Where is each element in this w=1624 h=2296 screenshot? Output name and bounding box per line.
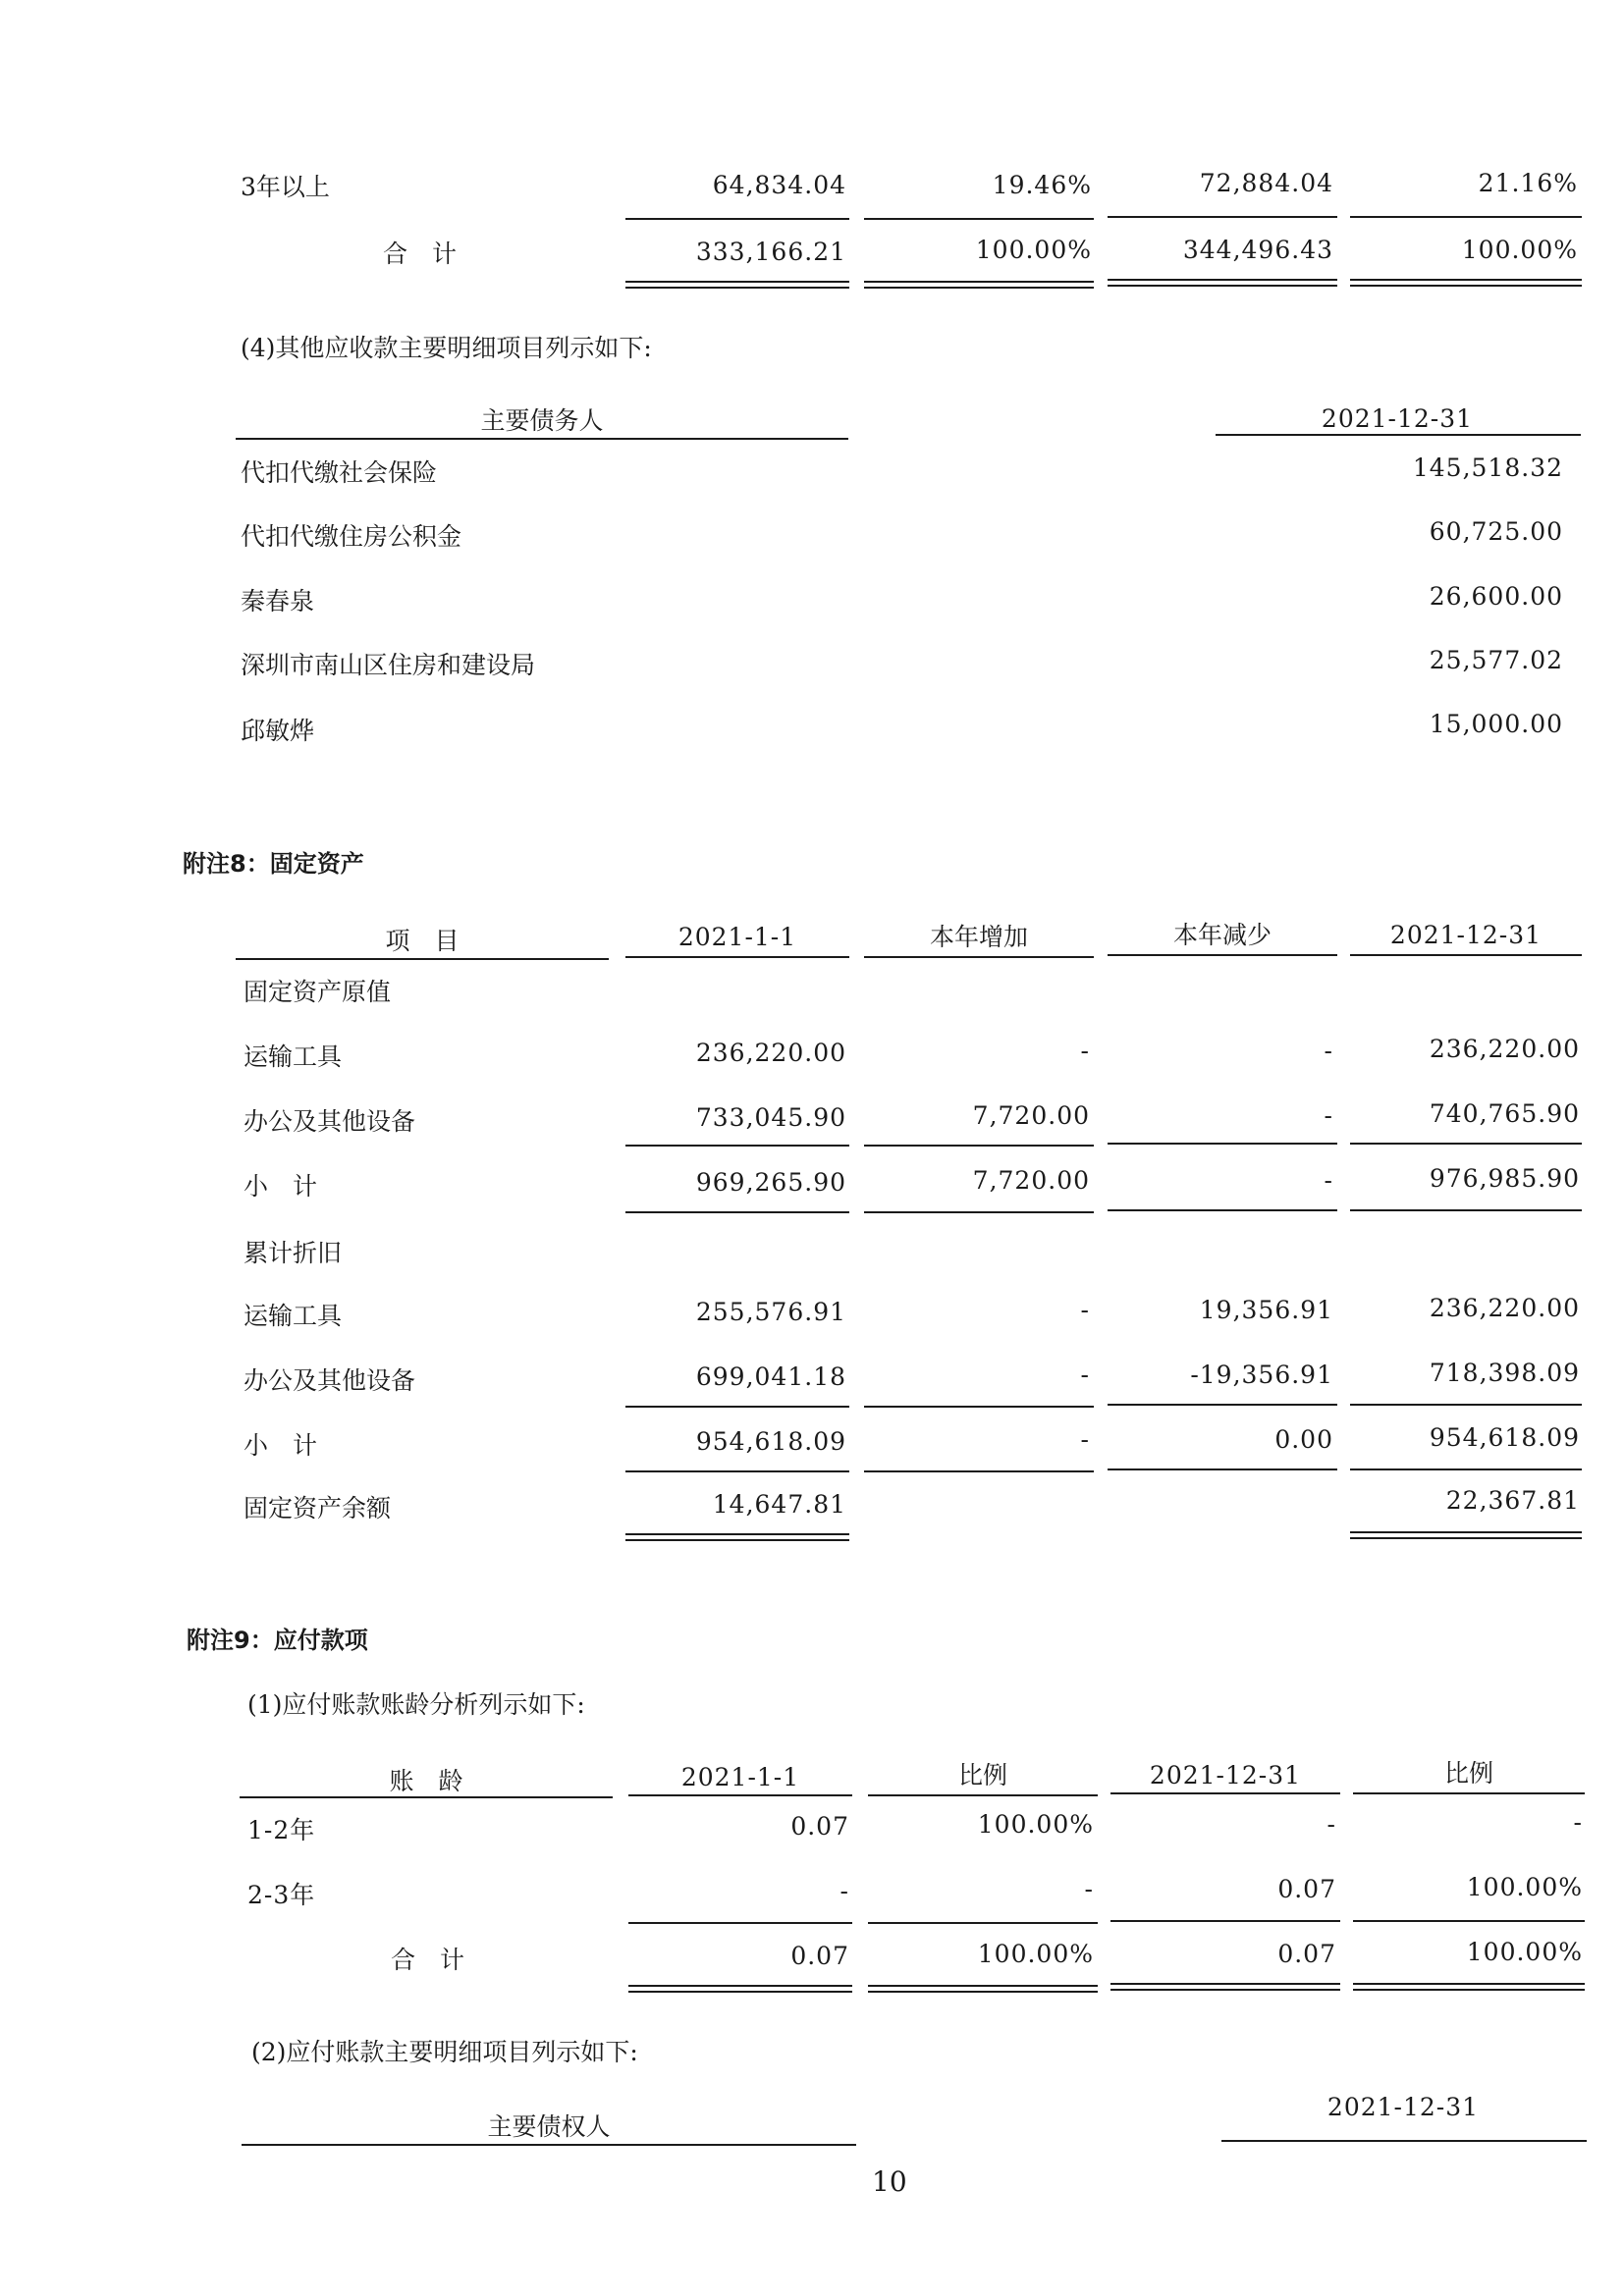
col-header-aging: 账 龄 [389, 1767, 463, 1795]
cell-value: -19,356.91 [1190, 1361, 1333, 1389]
row-label: 运输工具 [244, 1042, 343, 1071]
debtor-name: 邱敏烨 [241, 717, 315, 745]
cell-value: 14,647.81 [712, 1490, 846, 1519]
header-underline [236, 438, 848, 440]
row-divider [625, 218, 849, 220]
cell-value: - [1324, 1101, 1333, 1130]
cell-value: - [1080, 1425, 1090, 1454]
row-divider [1350, 216, 1582, 218]
col-header-ratio: 比例 [1443, 1759, 1493, 1788]
debtor-name: 深圳市南山区住房和建设局 [241, 651, 536, 679]
cell-value: 21.16% [1478, 169, 1578, 197]
cell-value: 100.00% [1466, 1938, 1583, 1966]
debtor-value: 15,000.00 [1429, 710, 1563, 738]
row-divider [1108, 1209, 1337, 1211]
header-underline [1350, 954, 1582, 956]
cell-value: 100.00% [977, 1810, 1094, 1839]
page-number: 10 [872, 2165, 907, 2198]
cell-value: 236,220.00 [1429, 1035, 1580, 1063]
cell-value: 22,367.81 [1445, 1486, 1580, 1515]
cell-value: 236,220.00 [1429, 1294, 1580, 1322]
debtor-name: 代扣代缴住房公积金 [241, 522, 462, 551]
cell-value: 100.00% [1461, 236, 1578, 264]
row-divider [625, 1470, 849, 1472]
total-double-line [868, 1985, 1098, 1993]
cell-value: 699,041.18 [695, 1362, 846, 1391]
cell-value: 954,618.09 [1429, 1423, 1580, 1452]
row-divider [1108, 1404, 1337, 1406]
cell-value: 100.00% [975, 236, 1092, 264]
cell-value: 72,884.04 [1199, 169, 1333, 197]
subtotal-label: 小 计 [244, 1431, 318, 1460]
header-underline [625, 956, 849, 958]
cell-value: - [1324, 1166, 1333, 1195]
row-divider [1350, 1209, 1582, 1211]
total-label: 合 计 [391, 1946, 465, 1974]
cell-value: 0.00 [1274, 1425, 1333, 1454]
cell-value: 19,356.91 [1199, 1296, 1333, 1324]
total-double-line [1110, 1983, 1340, 1991]
col-header-decrease: 本年减少 [1172, 921, 1272, 949]
debtor-name: 代扣代缴社会保险 [241, 458, 438, 487]
row-label: 运输工具 [244, 1302, 343, 1330]
row-divider [1350, 1143, 1582, 1145]
col-header-ratio: 比例 [957, 1761, 1007, 1789]
col-header-end: 2021-12-31 [1389, 921, 1543, 949]
cell-value: - [1080, 1361, 1090, 1389]
row-label: 3年以上 [241, 173, 330, 201]
cell-value: 718,398.09 [1429, 1359, 1580, 1387]
row-divider [1350, 1468, 1582, 1470]
total-double-line [1108, 279, 1337, 287]
header-underline [236, 958, 609, 960]
cell-value: - [1080, 1037, 1090, 1065]
cell-value: 7,720.00 [972, 1166, 1090, 1195]
header-underline [242, 2144, 856, 2146]
col-header-item: 项 目 [385, 927, 460, 955]
note-heading: 附注8：固定资产 [183, 850, 364, 878]
cell-value: 0.07 [790, 1942, 849, 1970]
header-date: 2021-12-31 [1321, 404, 1474, 433]
row-divider [1108, 216, 1337, 218]
cell-value: 969,265.90 [695, 1168, 846, 1197]
row-label: 办公及其他设备 [244, 1107, 416, 1136]
header-underline [1353, 1792, 1585, 1794]
debtor-value: 25,577.02 [1429, 646, 1563, 674]
cell-value: 344,496.43 [1182, 236, 1333, 264]
total-double-line [864, 281, 1094, 289]
subsection-title: (2)应付账款主要明细项目列示如下: [251, 2038, 638, 2066]
row-label: 办公及其他设备 [244, 1366, 416, 1395]
header-underline [1110, 1792, 1340, 1794]
header-underline [1216, 434, 1581, 436]
row-divider [864, 1211, 1094, 1213]
header-underline [240, 1796, 613, 1798]
total-double-line [1350, 1531, 1582, 1539]
header-date: 2021-12-31 [1326, 2093, 1480, 2121]
cell-value: 0.07 [790, 1812, 849, 1841]
row-divider [1108, 1143, 1337, 1145]
row-divider [1353, 1920, 1585, 1922]
cell-value: 0.07 [1277, 1875, 1336, 1903]
cell-value: 100.00% [977, 1940, 1094, 1968]
debtor-value: 145,518.32 [1412, 454, 1563, 482]
balance-label: 固定资产余额 [244, 1494, 392, 1522]
row-divider [864, 1406, 1094, 1408]
header-underline [1108, 954, 1337, 956]
cell-value: - [839, 1877, 849, 1905]
col-header-end: 2021-12-31 [1149, 1761, 1302, 1789]
header-underline [628, 1794, 852, 1796]
row-divider [625, 1145, 849, 1147]
row-divider [864, 1145, 1094, 1147]
total-label: 合 计 [383, 240, 458, 268]
debtor-value: 26,600.00 [1429, 582, 1563, 611]
group-label: 固定资产原值 [244, 978, 392, 1006]
header-creditor: 主要债权人 [487, 2112, 611, 2141]
debtor-value: 60,725.00 [1429, 517, 1563, 546]
total-double-line [625, 1533, 849, 1541]
row-divider [868, 1922, 1098, 1924]
cell-value: 740,765.90 [1429, 1099, 1580, 1128]
note-heading: 附注9：应付款项 [187, 1627, 368, 1654]
cell-value: - [1326, 1810, 1336, 1839]
cell-value: - [1080, 1296, 1090, 1324]
cell-value: 236,220.00 [695, 1039, 846, 1067]
header-underline [868, 1794, 1098, 1796]
cell-value: - [1084, 1875, 1094, 1903]
cell-value: 333,166.21 [695, 238, 846, 266]
cell-value: 733,045.90 [695, 1103, 846, 1132]
col-header-start: 2021-1-1 [680, 1763, 800, 1791]
cell-value: - [1573, 1808, 1583, 1837]
cell-value: - [1324, 1037, 1333, 1065]
col-header-increase: 本年增加 [929, 923, 1028, 951]
cell-value: 0.07 [1277, 1940, 1336, 1968]
total-double-line [1350, 279, 1582, 287]
row-divider [864, 1470, 1094, 1472]
header-debtor: 主要债务人 [480, 406, 604, 435]
header-underline [1221, 2140, 1587, 2142]
col-header-start: 2021-1-1 [677, 923, 797, 951]
row-divider [1108, 1468, 1337, 1470]
group-label: 累计折旧 [244, 1239, 343, 1267]
section-title: (4)其他应收款主要明细项目列示如下: [241, 334, 652, 362]
row-label: 2-3年 [247, 1881, 316, 1909]
subsection-title: (1)应付账款账龄分析列示如下: [247, 1690, 585, 1719]
row-divider [625, 1406, 849, 1408]
row-divider [864, 218, 1094, 220]
cell-value: 954,618.09 [695, 1427, 846, 1456]
cell-value: 976,985.90 [1429, 1164, 1580, 1193]
cell-value: 100.00% [1466, 1873, 1583, 1901]
cell-value: 255,576.91 [695, 1298, 846, 1326]
header-underline [864, 956, 1094, 958]
row-label: 1-2年 [247, 1816, 316, 1844]
row-divider [628, 1922, 852, 1924]
total-double-line [625, 281, 849, 289]
subtotal-label: 小 计 [244, 1172, 318, 1201]
total-double-line [1353, 1983, 1585, 1991]
cell-value: 19.46% [992, 171, 1092, 199]
row-divider [625, 1211, 849, 1213]
cell-value: 7,720.00 [972, 1101, 1090, 1130]
debtor-name: 秦春泉 [241, 587, 315, 615]
cell-value: 64,834.04 [712, 171, 846, 199]
row-divider [1110, 1920, 1340, 1922]
total-double-line [628, 1985, 852, 1993]
row-divider [1350, 1404, 1582, 1406]
